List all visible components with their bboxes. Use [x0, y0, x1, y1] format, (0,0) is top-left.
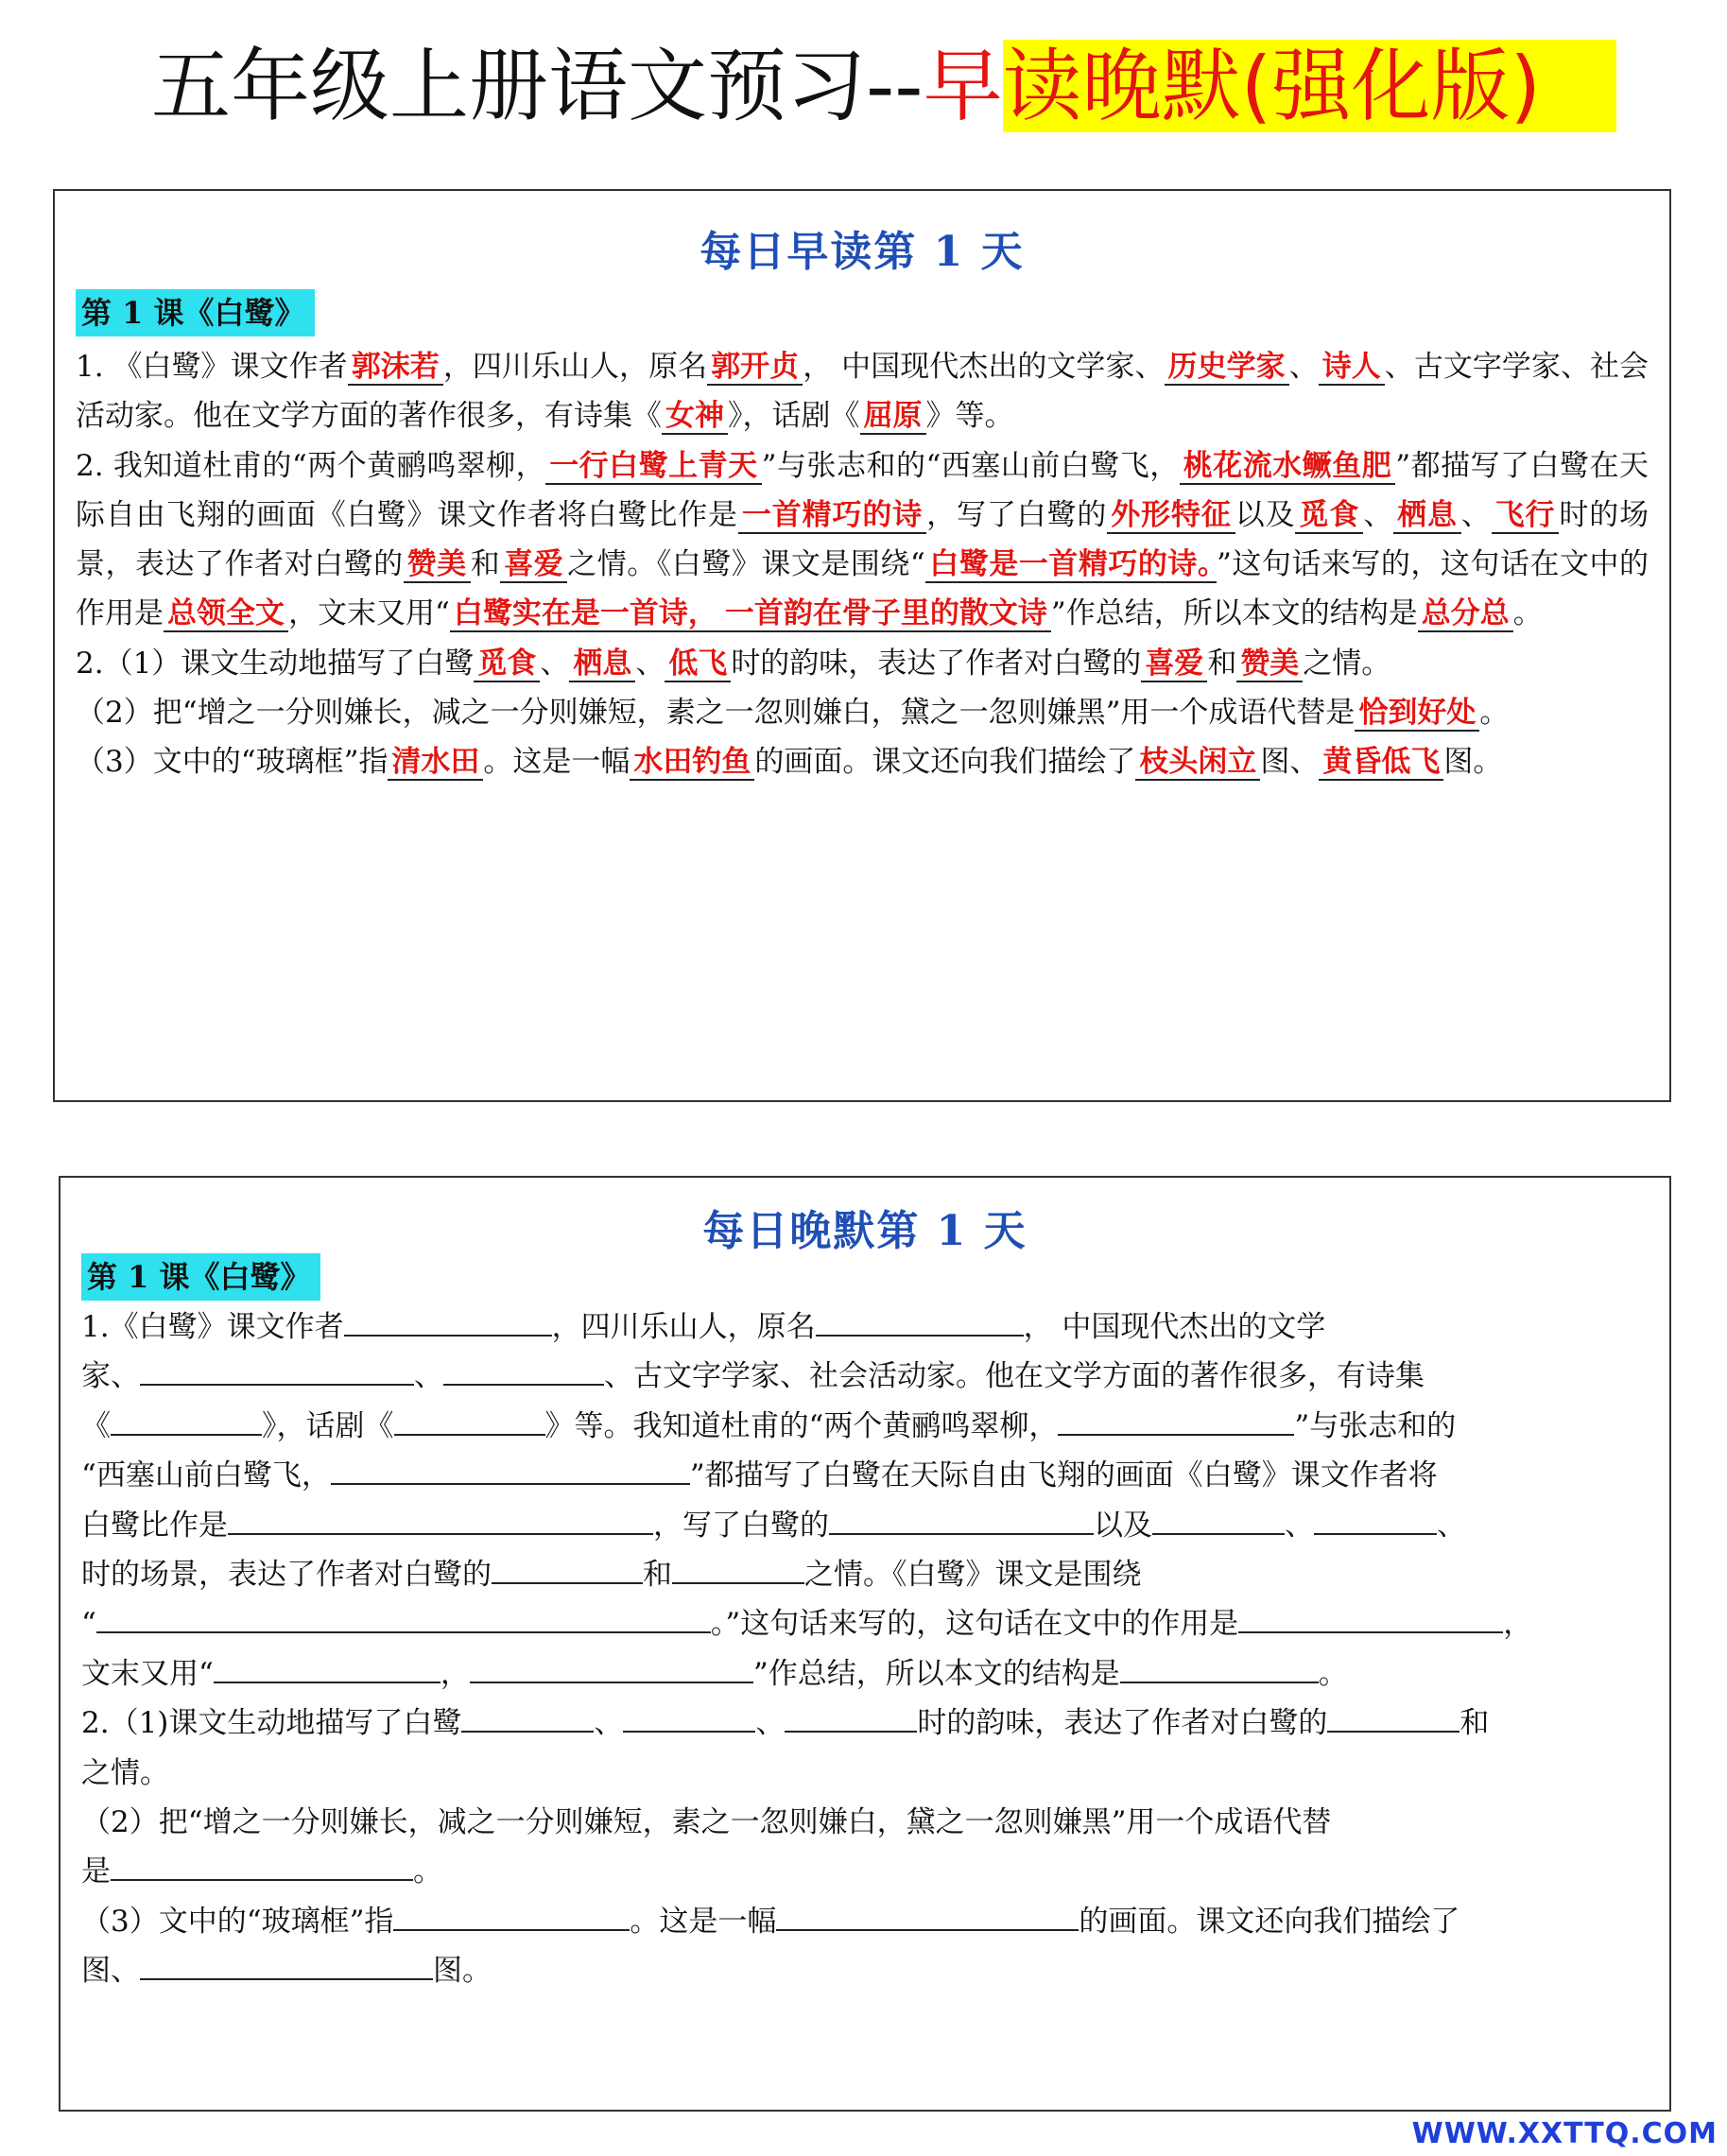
text: 、	[1288, 350, 1319, 384]
answer-ending-2: 一首韵在骨子里的散文诗	[721, 596, 1051, 632]
text: 》，话剧《	[262, 1408, 394, 1443]
text: “	[81, 1607, 96, 1642]
text: ，	[1503, 1607, 1533, 1642]
blank-field[interactable]	[331, 1455, 690, 1485]
text: 家、	[81, 1359, 140, 1394]
text: 的画面。课文还向我们描绘了	[754, 745, 1136, 780]
text: 、	[755, 1706, 786, 1741]
text: 、	[540, 646, 570, 681]
blank-field[interactable]	[623, 1702, 755, 1733]
text: 文末又用“	[81, 1656, 214, 1691]
text: 图。	[1443, 745, 1503, 780]
text: 。	[1479, 696, 1510, 731]
text: ，写了白鹭的	[926, 497, 1108, 532]
text: 、	[594, 1706, 624, 1741]
text: 和	[470, 547, 501, 582]
answer-structure: 总分总	[1418, 596, 1513, 632]
text: ， 中国现代杰出的文学	[1023, 1310, 1326, 1344]
morning-body	[76, 342, 1649, 787]
answer-love: 喜爱	[500, 547, 567, 583]
text: （3）文中的“玻璃框”指	[76, 745, 389, 780]
evening-q2-2	[81, 1798, 1649, 1897]
answer-low-flight: 低飞	[665, 647, 731, 682]
blank-field[interactable]	[228, 1505, 653, 1535]
blank-field[interactable]	[1327, 1702, 1459, 1733]
blank-field[interactable]	[140, 1950, 433, 1980]
text: 《	[81, 1408, 111, 1443]
blank-field[interactable]	[96, 1603, 711, 1633]
text: ”都描写了白鹭在天际自由飞翔的画面《白鹭》课文作者将	[689, 1458, 1438, 1493]
answer-taohua: 桃花流水鳜鱼肥	[1180, 449, 1395, 485]
blank-field[interactable]	[1152, 1505, 1285, 1535]
text: 2.（1)课文生动地描写了白鹭	[81, 1706, 462, 1741]
evening-panel-title: 每日晚默第 1 天	[702, 1207, 1028, 1255]
text: 以及	[1094, 1508, 1152, 1543]
morning-panel-title: 每日早读第 1 天	[699, 228, 1025, 276]
text: 之情。	[81, 1755, 169, 1790]
answer-dusk-flight: 黄昏低飞	[1319, 745, 1443, 781]
text: 》等。	[925, 399, 1014, 434]
blank-field[interactable]	[1238, 1603, 1503, 1633]
blank-field[interactable]	[672, 1554, 804, 1584]
blank-field[interactable]	[1314, 1505, 1437, 1535]
morning-q3-1	[76, 639, 1649, 688]
text: 时的韵味，表达了作者对白鹭的	[731, 646, 1142, 681]
text: ”与张志和的“西塞山前白鹭飞，	[761, 448, 1180, 483]
text: ， 中国现代杰出的文学家、	[803, 350, 1165, 384]
blank-field[interactable]	[140, 1355, 414, 1386]
blank-field[interactable]	[492, 1554, 643, 1584]
answer-branch-standing: 枝头闲立	[1135, 745, 1260, 781]
blank-field[interactable]	[776, 1901, 1079, 1931]
morning-q1	[76, 342, 1649, 441]
text: 和	[1207, 646, 1237, 681]
text: ”与张志和的	[1294, 1408, 1457, 1443]
text: 时的韵味，表达了作者对白鹭的	[917, 1706, 1328, 1741]
evening-q2-3	[81, 1897, 1649, 1996]
page-title-red-2: 读晚默(强化版)	[1003, 40, 1617, 132]
text: “西塞山前白鹭飞，	[81, 1458, 331, 1493]
text: 》等。我知道杜甫的“两个黄鹂鸣翠柳，	[544, 1408, 1059, 1443]
text: 图、	[81, 1954, 140, 1989]
answer-function: 总领全文	[164, 596, 288, 632]
text: ，四川乐山人，原名	[442, 350, 708, 384]
blank-field[interactable]	[1058, 1406, 1294, 1436]
blank-field[interactable]	[394, 1406, 545, 1436]
text: 。”这句话来写的，这句话在文中的作用是	[710, 1607, 1239, 1642]
blank-field[interactable]	[344, 1306, 552, 1337]
answer-glass-frame: 清水田	[388, 745, 483, 781]
answer-poet: 诗人	[1319, 350, 1385, 386]
text: ”作总结，所以本文的结构是	[752, 1656, 1120, 1691]
text: 图。	[433, 1954, 492, 1989]
text: 1. 《白鹭》课文作者	[76, 350, 348, 384]
text: 白鹭比作是	[81, 1508, 228, 1543]
text: ，文末又用“	[288, 596, 450, 631]
text: 、	[1363, 497, 1394, 532]
answer-foraging: 觅食	[1295, 498, 1363, 534]
text: 之情。《白鹭》课文是围绕	[804, 1558, 1142, 1593]
text: 、	[414, 1359, 443, 1394]
answer-nvshen: 女神	[662, 399, 728, 435]
answer-yihang: 一行白鹭上青天	[545, 449, 761, 485]
text: 、	[1285, 1508, 1314, 1543]
blank-field[interactable]	[816, 1306, 1024, 1337]
text: 时的场景，表达了作者对白鹭的	[76, 497, 1649, 582]
answer-idiom: 恰到好处	[1355, 696, 1479, 732]
answer-perching: 栖息	[1393, 498, 1461, 534]
blank-field[interactable]	[214, 1653, 440, 1683]
text: （2）把“增之一分则嫌长，减之一分则嫌短，素之一忽则嫌白，黛之一忽则嫌黑”用一个成语代替	[81, 1805, 1332, 1840]
evening-q2-1	[81, 1699, 1649, 1798]
text: 时的场景，表达了作者对白鹭的	[81, 1558, 492, 1593]
answer-poem-metaphor: 一首精巧的诗	[738, 498, 926, 534]
answer-foraging-2: 觅食	[474, 647, 540, 682]
morning-q3-2	[76, 688, 1649, 737]
text: 的画面。课文还向我们描绘了	[1079, 1904, 1460, 1939]
blank-field[interactable]	[111, 1406, 262, 1436]
blank-field[interactable]	[470, 1653, 753, 1683]
text: （2）把“增之一分则嫌长，减之一分则嫌短，素之一忽则嫌白，黛之一忽则嫌黑”用一个成语代替是	[76, 696, 1356, 731]
evening-dictation-panel	[59, 1176, 1671, 2112]
answer-fishing-scene: 水田钓鱼	[630, 745, 754, 781]
blank-field[interactable]	[829, 1505, 1094, 1535]
text: 》，话剧《	[728, 399, 860, 434]
evening-q1	[81, 1302, 1649, 1699]
text: （3）文中的“玻璃框”指	[81, 1904, 394, 1939]
answer-perching-2: 栖息	[569, 647, 635, 682]
morning-lesson-tag: 第 1 课《白鹭》	[76, 289, 315, 336]
answer-love-2: 喜爱	[1141, 647, 1207, 682]
text: 以及	[1235, 497, 1296, 532]
evening-lesson-tag: 第 1 课《白鹭》	[81, 1253, 320, 1301]
text: 和	[1459, 1706, 1490, 1741]
text: 、	[1460, 497, 1492, 532]
text: 和	[643, 1558, 672, 1593]
page-title	[151, 34, 1616, 138]
text: ，	[440, 1656, 470, 1691]
text: 之情。	[1303, 646, 1391, 681]
text: 是	[81, 1854, 111, 1889]
morning-q2	[76, 441, 1649, 639]
blank-field[interactable]	[1120, 1653, 1319, 1683]
page-title-red-1: 早	[923, 40, 1003, 132]
blank-field[interactable]	[443, 1355, 604, 1386]
answer-praise-2: 赞美	[1236, 647, 1303, 682]
text: 。	[1318, 1656, 1348, 1691]
text: 。	[413, 1854, 442, 1889]
text: 2. 我知道杜甫的“两个黄鹂鸣翠柳，	[76, 448, 546, 483]
morning-reading-panel	[53, 189, 1671, 1102]
text: 之情。《白鹭》课文是围绕“	[567, 547, 925, 582]
blank-field[interactable]	[111, 1851, 413, 1881]
answer-author: 郭沫若	[348, 350, 443, 386]
answer-ending-1: 白鹭实在是一首诗，	[450, 596, 721, 632]
answer-original-name: 郭开贞	[707, 350, 803, 386]
text: 、古文字学家、社会活动家。他在文学方面的著作很多，有诗集	[604, 1359, 1425, 1394]
answer-praise: 赞美	[404, 547, 471, 583]
answer-quyuan: 屈原	[860, 399, 926, 435]
text: 。	[1512, 596, 1543, 631]
text: ，写了白鹭的	[653, 1508, 829, 1543]
text: 1.《白鹭》课文作者	[81, 1310, 344, 1344]
blank-field[interactable]	[461, 1702, 594, 1733]
answer-historian: 历史学家	[1165, 350, 1289, 386]
answer-appearance: 外形特征	[1107, 498, 1235, 534]
text: ”这句话来写的，这句话在文中的作用是	[76, 547, 1649, 631]
text: 、	[635, 646, 665, 681]
blank-field[interactable]	[785, 1702, 917, 1733]
text: 。这是一幅	[483, 745, 630, 780]
text: ，四川乐山人，原名	[551, 1310, 816, 1344]
morning-q3-3	[76, 737, 1649, 786]
text: 、古文字学家、社会活动家。他在文学方面的著作很多，有诗集《	[76, 350, 1649, 434]
answer-flying: 飞行	[1492, 498, 1560, 534]
text: ”都描写了白鹭在天际自由飞翔的画面《白鹭》课文作者将白鹭比作是	[76, 448, 1649, 532]
text: 图、	[1260, 745, 1320, 780]
evening-body	[81, 1302, 1649, 1996]
text: ”作总结，所以本文的结构是	[1050, 596, 1418, 631]
answer-central-sentence: 白鹭是一首精巧的诗。	[925, 547, 1217, 583]
watermark: WWW.XXTTQ.COM	[1411, 2117, 1718, 2150]
text: 2.（1）课文生动地描写了白鹭	[76, 646, 475, 681]
text: 。这是一幅	[630, 1904, 777, 1939]
page-title-main: 五年级上册语文预习--	[151, 40, 924, 132]
text: 、	[1437, 1508, 1466, 1543]
blank-field[interactable]	[393, 1901, 630, 1931]
